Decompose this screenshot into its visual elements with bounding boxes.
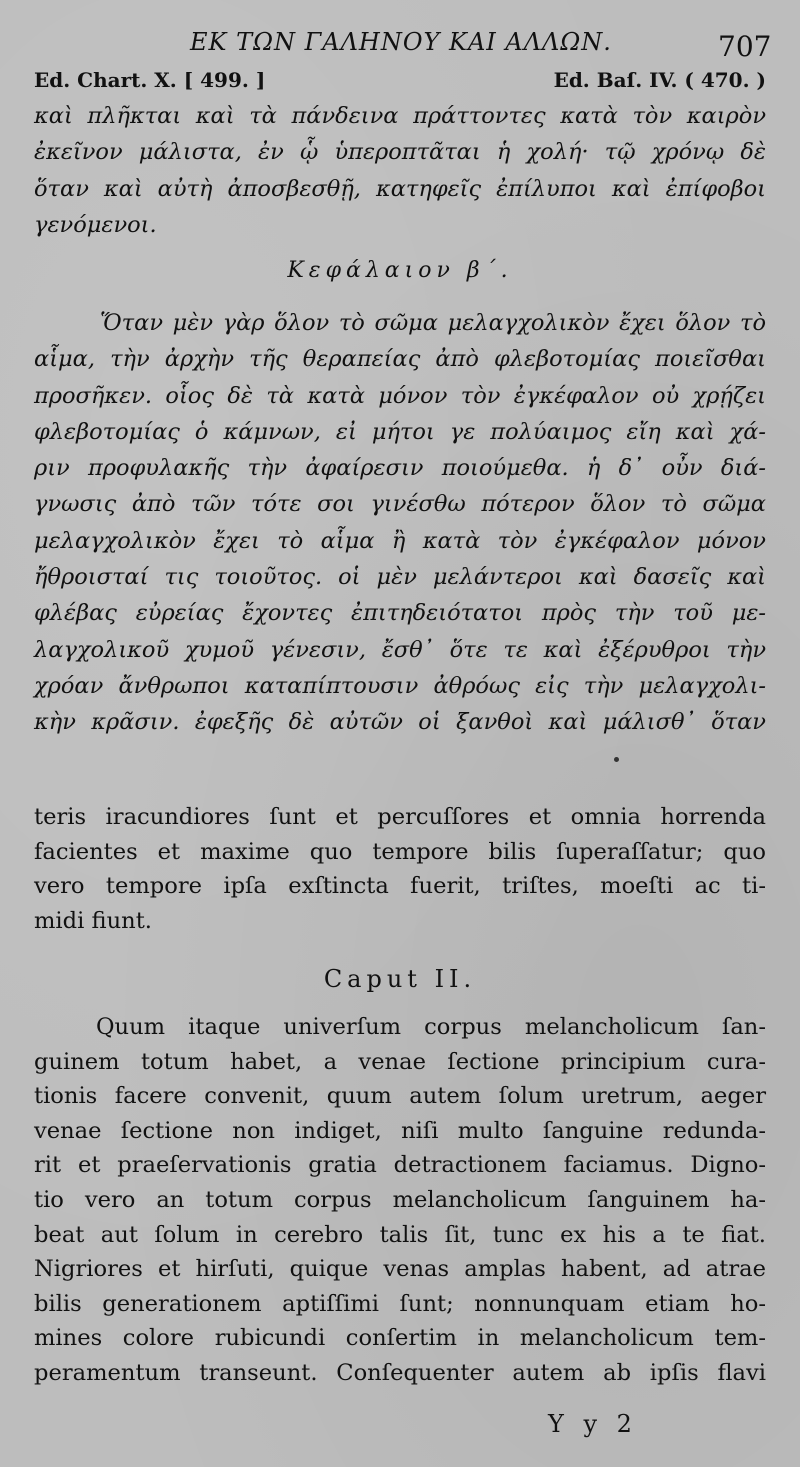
latin-body-line: tionis facere convenit, quum autem ſolum uretrum, aeger (34, 1083, 766, 1110)
greek-body-line: Ὅταν μὲν γὰρ ὅλον τὸ σῶμα μελαγχολικὸν ἔχει ὅλον τὸ (100, 310, 766, 336)
signature-mark: Y y 2 (548, 1410, 638, 1438)
greek-body-line: κὴν κρᾶσιν. ἐφεξῆς δὲ αὐτῶν οἱ ξανθοὶ καὶ μάλισθ᾽ ὅταν (34, 709, 766, 736)
latin-top-line: midi fiunt. (34, 907, 152, 934)
edition-reference-left: Ed. Chart. X. [ 499. ] (34, 68, 266, 92)
greek-text-top (34, 98, 766, 243)
greek-body-line: ἤθροισταί τις τοιοῦτος. οἱ μὲν μελάντεροι καὶ δασεῖς καὶ (34, 564, 766, 591)
greek-body-line: λαγχολικοῦ χυμοῦ γένεσιν, ἔσθ᾽ ὅτε τε καὶ ἐξέρυθροι τὴν (34, 636, 766, 663)
latin-body-line: mines colore rubicundi conſertim in melancholicum tem- (34, 1325, 766, 1352)
latin-body-line: rit et praeſervationis gratia detractionem faciamus. Digno- (34, 1152, 766, 1179)
edition-reference-line (34, 68, 766, 92)
greek-top-line: καὶ πλῆκται καὶ τὰ πάνδεινα πράττοντες κατὰ τὸν καιρὸν (34, 103, 766, 129)
greek-body-line: φλέβας εὐρείας ἔχοντες ἐπιτηδειότατοι πρὸς τὴν τοῦ με- (34, 600, 766, 627)
latin-body-line: bilis generationem aptiſſimi ſunt; nonnunquam etiam ho- (34, 1290, 766, 1317)
greek-body-line: χρόαν ἄνθρωποι καταπίπτουσιν ἀθρόως εἰς τὴν μελαγχολι- (34, 672, 766, 699)
latin-chapter-heading: Caput II. (323, 965, 477, 993)
greek-body-line: αἷμα, τὴν ἀρχὴν τῆς θεραπείας ἀπὸ φλεβοτομίας ποιεῖσθαι (34, 346, 766, 373)
greek-chapter-heading: Κεφάλαιον β΄. (287, 258, 513, 283)
running-head: ΕΚ ΤΩΝ ΓΑΛΗΝΟΥ ΚΑΙ ΑΛΛΩΝ. (190, 28, 612, 56)
edition-reference-right: Ed. Baſ. IV. ( 470. ) (553, 68, 766, 92)
ink-dot (614, 757, 619, 762)
greek-top-line: ἐκεῖνον μάλιστα, ἐν ᾧ ὑπεροπτᾶται ἡ χολή· τῷ χρόνῳ δὲ (34, 139, 766, 166)
latin-text-top (34, 800, 766, 938)
latin-text-body (34, 1010, 766, 1391)
latin-body-line: peramentum transeunt. Conſequenter autem ab ipſis flavi (34, 1359, 766, 1386)
greek-body-line: ριν προφυλακῆς τὴν ἀφαίρεσιν ποιούμεθα. ἡ δ᾽ οὖν διά- (34, 455, 766, 482)
greek-text-body (34, 305, 766, 741)
latin-body-line: beat aut ſolum in cerebro talis ſit, tunc ex his a te fiat. (34, 1221, 766, 1248)
page-number: 707 (718, 30, 772, 63)
latin-body-line: guinem totum habet, a venae ſectione principium cura- (34, 1048, 766, 1075)
latin-body-line: Quum itaque univerſum corpus melancholicum ſan- (96, 1014, 766, 1040)
greek-body-line: προσῆκεν. οἷος δὲ τὰ κατὰ μόνον τὸν ἐγκέφαλον οὐ χρῄζει (34, 382, 766, 409)
greek-body-line: γνωσις ἀπὸ τῶν τότε σοι γινέσθω πότερον ὅλον τὸ σῶμα (34, 491, 766, 518)
greek-body-line: μελαγχολικὸν ἔχει τὸ αἷμα ἢ κατὰ τὸν ἐγκέφαλον μόνον (34, 527, 766, 554)
latin-top-line: facientes et maxime quo tempore bilis ſuperaſſatur; quo (34, 838, 766, 865)
latin-top-line: vero tempore ipſa exſtincta fuerit, triſtes, moeſti ac ti- (34, 873, 766, 900)
greek-top-line: ὅταν καὶ αὐτὴ ἀποσβεσθῇ, κατηφεῖς ἐπίλυποι καὶ ἐπίφοβοι (34, 175, 766, 202)
latin-top-line: teris iracundiores ſunt et percuſſores et omnia horrenda (34, 804, 766, 830)
greek-top-line: γενόμενοι. (34, 211, 157, 238)
latin-body-line: venae ſectione non indiget, niſi multo ſanguine redunda- (34, 1117, 766, 1144)
latin-body-line: Nigriores et hirſuti, quique venas amplas habent, ad atrae (34, 1256, 766, 1283)
latin-body-line: tio vero an totum corpus melancholicum ſanguinem ha- (34, 1186, 766, 1213)
greek-body-line: φλεβοτομίας ὁ κάμνων, εἰ μήτοι γε πολύαιμος εἴη καὶ χά- (34, 418, 766, 445)
